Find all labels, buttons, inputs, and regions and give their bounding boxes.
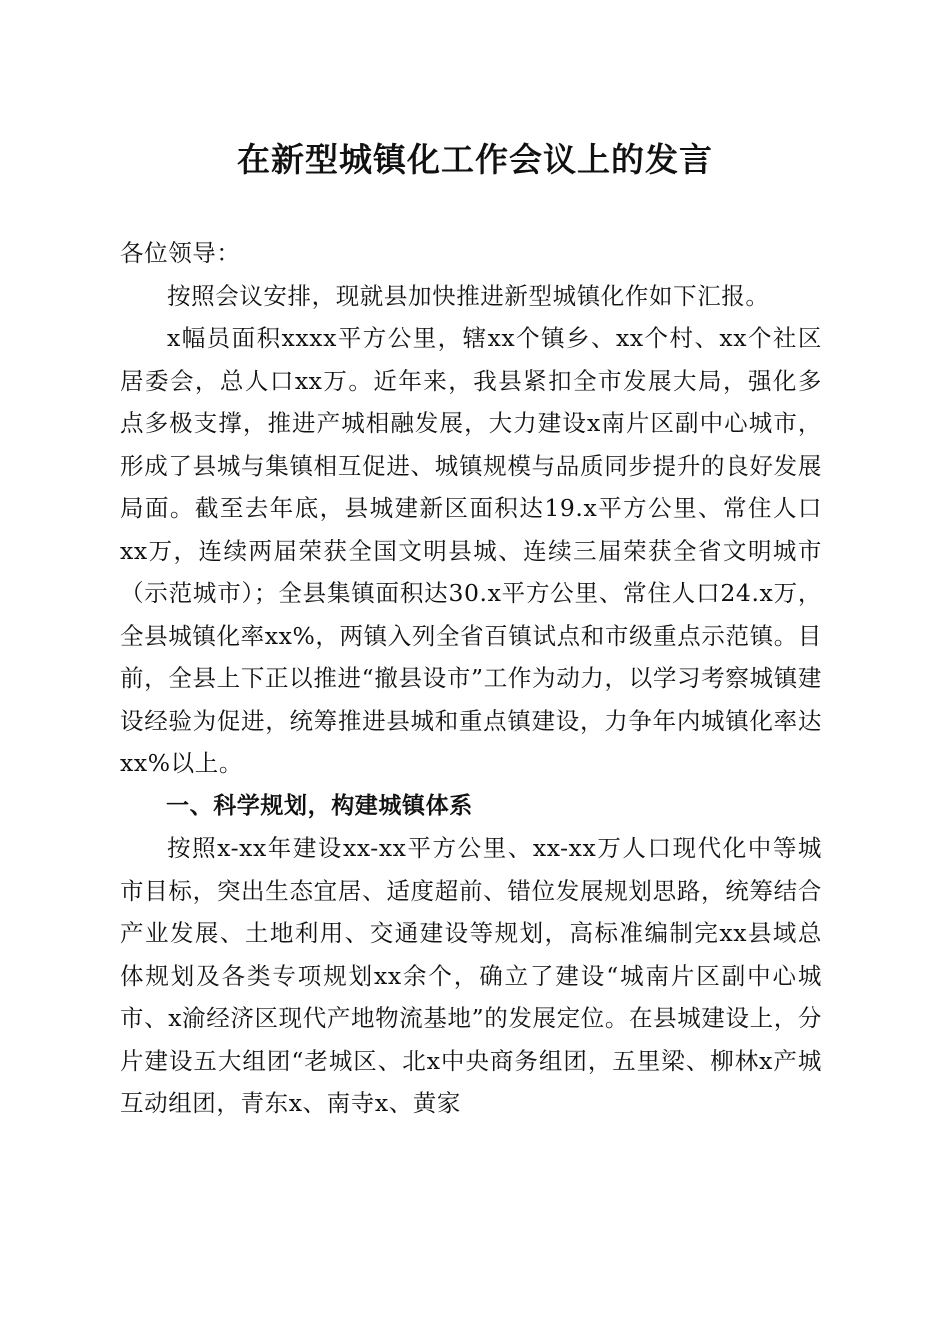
- document-body: [120, 232, 822, 1125]
- section-heading: 一、科学规划，构建城镇体系: [166, 792, 473, 819]
- salutation: 各位领导：: [120, 239, 241, 267]
- intro-paragraph: 按照会议安排，现就县加快推进新型城镇化作如下汇报。: [167, 281, 770, 310]
- document-title: 在新型城镇化工作会议上的发言: [237, 140, 713, 179]
- section-paragraph: 按照x-xx年建设xx-xx平方公里、xx-xx万人口现代化中等城市目标，突出生态宜居、适度超前、错位发展规划思路，统筹结合产业发展、土地利用、交通建设等规划，高标准编制完xx县域总体规划及各类专项规划xx余个，确立了建设“城南片区副中心城市、x渝经济区现代产地物流基地”的发展定位。在县城建设上，分片建设五大组团“老城区、北x中央商务组团，五里梁、柳林x产城互动组团，青东x、南寺x、黄家: [120, 834, 822, 1117]
- overview-paragraph: x幅员面积xxxx平方公里，辖xx个镇乡、xx个村、xx个社区居委会，总人口xx万。近年来，我县紧扣全市发展大局，强化多点多极支撑，推进产城相融发展，大力建设x南片区副中心城市，形成了县城与集镇相互促进、城镇规模与品质同步提升的良好发展局面。截至去年底，县城建新区面积达19.x平方公里、常住人口xx万，连续两届荣获全国文明县城、连续三届荣获全省文明城市（示范城市）；全县集镇面积达30.x平方公里、常住人口24.x万，全县城镇化率xx%，两镇入列全省百镇试点和市级重点示范镇。目前，全县上下正以推进“撤县设市”工作为动力，以学习考察城镇建设经验为促进，统筹推进县城和重点镇建设，力争年内城镇化率达xx%以上。: [120, 324, 822, 777]
